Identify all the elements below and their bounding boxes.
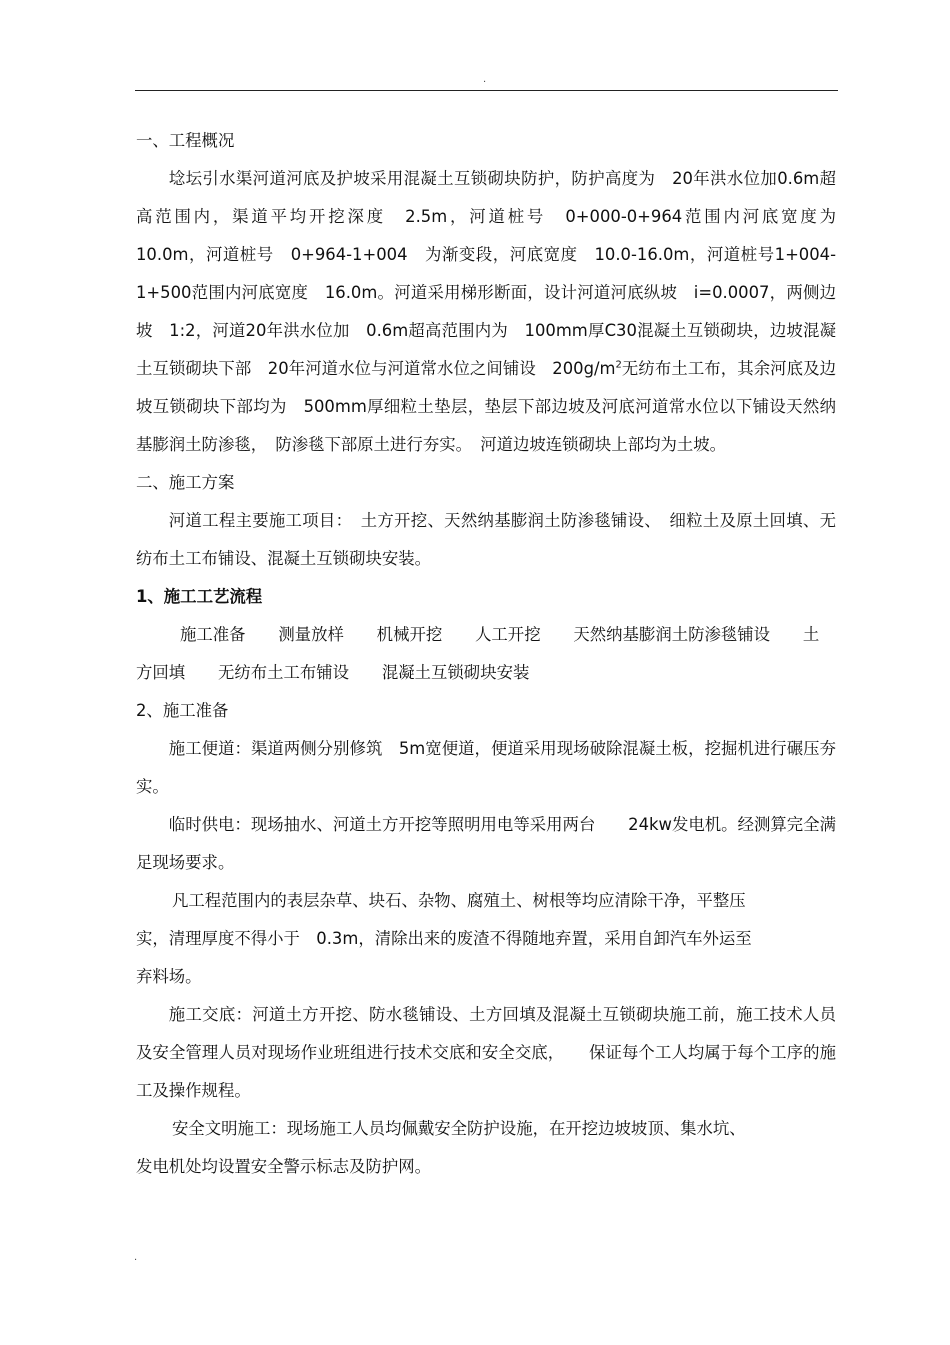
prep-road-paragraph: 施工便道：渠道两侧分别修筑 5m宽便道，便道采用现场破除混凝土板，挖掘机进行碾压夯实。 xyxy=(136,739,836,796)
overview-paragraph xyxy=(136,160,853,464)
header-rule xyxy=(135,90,838,91)
subsection-title-flow xyxy=(136,578,836,616)
header-mark: . xyxy=(483,74,487,85)
flow-steps-line-2: 方回填 无纺布土工布铺设 混凝土互锁砌块安装 xyxy=(136,663,530,682)
flow-steps-line-1: 施工准备 测量放样 机械开挖 人工开挖 天然纳基膨润土防渗毯铺设 土 xyxy=(180,625,820,644)
prep-clear-line-3: 弃料场。 xyxy=(136,967,202,986)
section-title-overview: 一、工程概况 xyxy=(136,131,235,150)
subsection-title-prep: 2、施工准备 xyxy=(136,701,229,720)
prep-clear-line-1: 凡工程范围内的表层杂草、块石、杂物、腐殖土、树根等均应清除干净，平整压 xyxy=(172,891,746,910)
prep-safety-line-2: 发电机处均设置安全警示标志及防护网。 xyxy=(136,1157,432,1176)
overview-text: 埝坛引水渠河道河底及护坡采用混凝土互锁砌块防护，防护高度为 20年洪水位加0.6m超高范围内，渠道平均开挖深度 2.5m，河道桩号 0+000-0+964范围内河底宽度为 10.0m，河道桩号 0+964-1+004 为渐变段，河底宽度 10.0-16.0m，河道桩号1+004-1+500范围内河底宽度 16.0m。河道采用梯形断面，设计河道河底纵坡 i=0.0007，两侧边坡 1:2，河道20年洪水位加 0.6m超高范围内为 100mm厚C30混凝土互锁砌块，边坡混凝土互锁砌块下部 20年河道水位与河道常水位之间铺设 200g/m xyxy=(136,169,853,378)
unit-superscript: 2 xyxy=(615,359,622,371)
section-title-plan: 二、施工方案 xyxy=(136,473,235,492)
prep-clear-line-2: 实，清理厚度不得小于 0.3m，清除出来的废渣不得随地弃置，采用自卸汽车外运至 xyxy=(136,929,752,948)
prep-safety-line-1: 安全文明施工：现场施工人员均佩戴安全防护设施，在开挖边坡坡顶、集水坑、 xyxy=(172,1119,746,1138)
plan-paragraph: 河道工程主要施工项目： 土方开挖、天然纳基膨润土防渗毯铺设、 细粒土及原土回填、无纺布土工布铺设、混凝土互锁砌块安装。 xyxy=(136,511,836,568)
footer-mark: . xyxy=(134,1252,138,1263)
flow-title-text: 1、施工工艺流程 xyxy=(136,587,263,606)
prep-power-paragraph: 临时供电：现场抽水、河道土方开挖等照明用电等采用两台 24kw发电机。经测算完全满足现场要求。 xyxy=(136,815,836,872)
overview-text-cont: 无纺布土工布，其余河底及边坡互锁砌块下部均为 500mm厚细粒土垫层，垫层下部边坡及河底河道常水位以下铺设天然纳基膨润土防渗毯， 防渗毯下部原土进行夯实。 河道边坡连锁砌块上部均为土坡。 xyxy=(136,359,836,454)
prep-brief-paragraph: 施工交底：河道土方开挖、防水毯铺设、土方回填及混凝土互锁砌块施工前，施工技术人员及安全管理人员对现场作业班组进行技术交底和安全交底， 保证每个工人均属于每个工序的施工及操作规程。 xyxy=(136,1005,836,1100)
document-body xyxy=(136,122,853,1186)
